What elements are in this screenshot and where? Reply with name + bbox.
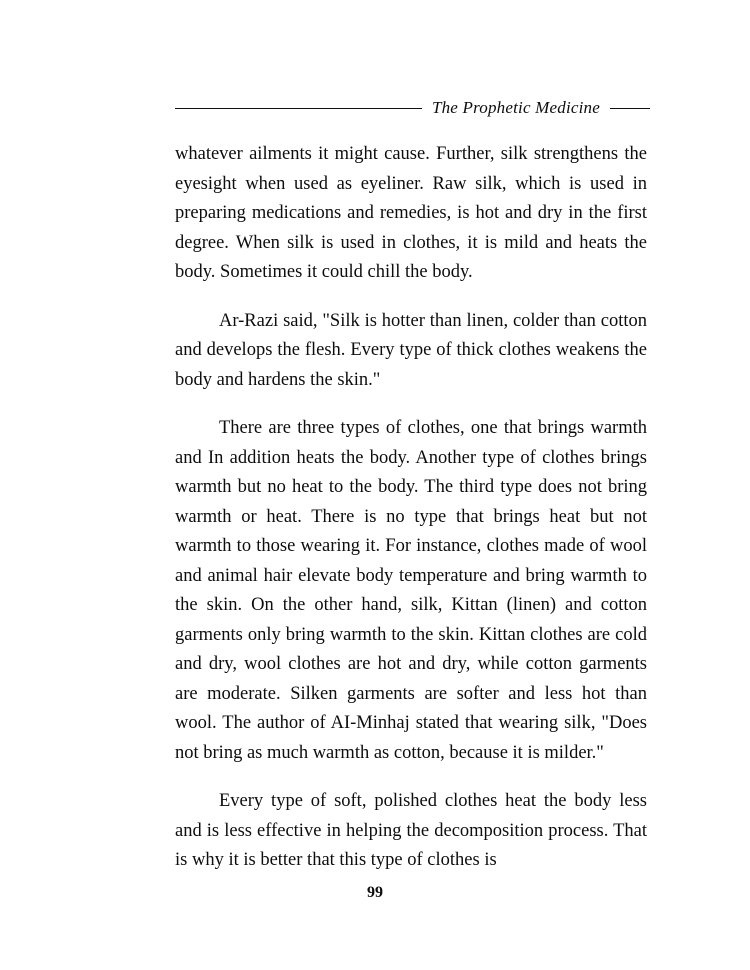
paragraph: Ar-Razi said, "Silk is hotter than linen, colder than cotton and develops the flesh. Every type of thick clothes weakens the body and hardens the skin." (175, 310, 647, 390)
page-number: 99 (367, 884, 383, 901)
running-head-title: The Prophetic Medicine (431, 98, 600, 117)
running-head-rule-left (175, 108, 422, 109)
page-body (175, 140, 647, 876)
running-head-rule-right (610, 108, 650, 109)
running-head (175, 98, 650, 118)
paragraph: Every type of soft, polished clothes heat the body less and is less effective in helping the decomposition process. That is why it is better that this type of clothes is (175, 791, 647, 870)
paragraph: whatever ailments it might cause. Further, silk strengthens the eyesight when used as eyeliner. Raw silk, which is used in preparing medications and remedies, is hot and dry in the first degree. When silk is used in clothes, it is mild and heats the body. Sometimes it could chill the body. (175, 144, 647, 282)
paragraph: There are three types of clothes, one that brings warmth and In addition heats the body. Another type of clothes brings warmth but no heat to the body. The third type does not bring warmth or heat. There is no type that brings heat but not warmth to those wearing it. For instance, clothes made of wool and animal hair elevate body temperature and bring warmth to the skin. On the other hand, silk, Kittan (linen) and cotton garments only bring warmth to the skin. Kittan clothes are cold and dry, wool clothes are hot and dry, while cotton garments are moderate. Silken garments are softer and less hot than wool. The author of AI-Minhaj stated that wearing silk, "Does not bring as much warmth as cotton, because it is milder." (175, 418, 647, 763)
